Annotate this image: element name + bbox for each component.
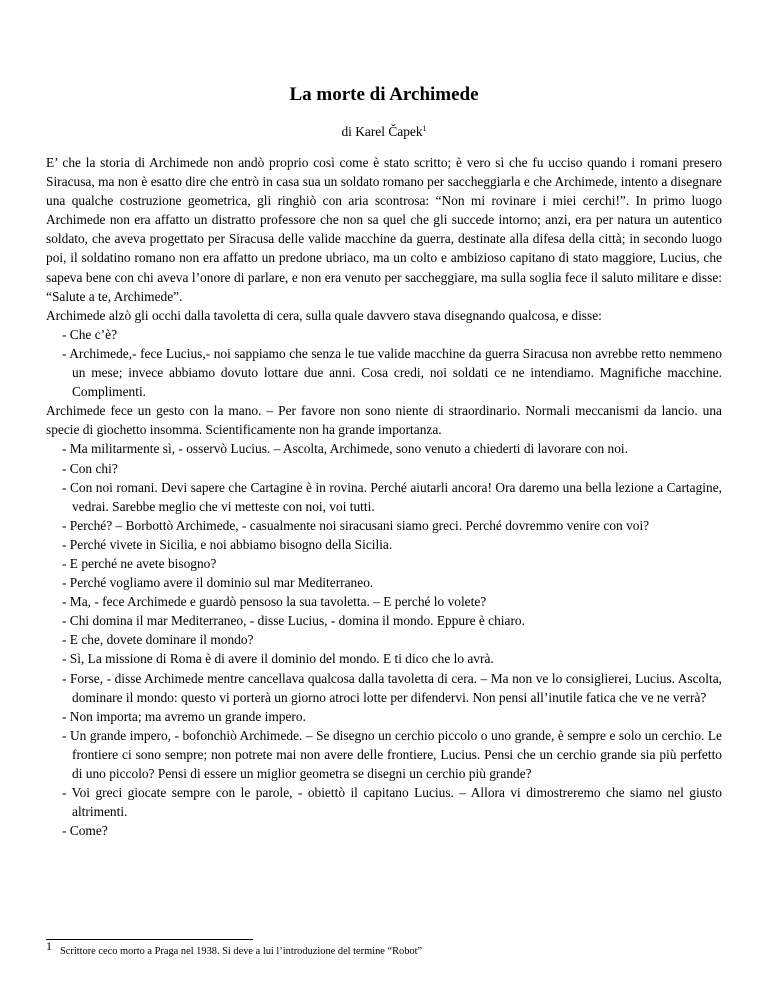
dialogue-line: - Con chi?: [62, 460, 118, 476]
dialogue-line: - Ma militarmente sì, - osservò Lucius. – Ascolta, Archimede, sono venuto a chiederti di lavorare con noi.: [62, 441, 628, 457]
dialogue-line: - Che c’è?: [62, 326, 118, 342]
paragraph: E’ che la storia di Archimede non andò proprio così come è stato scritto; è vero sì che fu ucciso quando i romani presero Siracusa, ma non è esatto dire che entrò in casa sua un soldato romano per saccheggiarla e che Archimede, intento a disegnare una qualche costruzione geometrica, gli ringhiò con aria scontrosa: “Non mi rovinare i miei cerchi!”. In primo luogo Archimede non era affatto un distratto professore che non sa quel che gli succede intorno; anzi, era per natura un autentico soldato, che aveva progettato per Siracusa delle valide macchine da guerra, destinate alla difesa della città; in secondo luogo poi, il soldatino romano non era affatto un predone ubriaco, ma un colto e ambizioso capitano di stato maggiore, Lucius, che sapeva bene con chi aveva l’onore di parlare, e non era venuto per saccheggiare, ma sulla soglia fece il saluto militare e disse: “Salute a te, Archimede”.: [46, 155, 722, 304]
dialogue-line: - Forse, - disse Archimede mentre cancellava qualcosa dalla tavoletta di cera. – Ma non ve lo consiglierei, Lucius. Ascolta, dominare il mondo: questo vi porterà un giorno atroci lotte per difendervi. Non pensi all’inutile fatica che ve ne verrà?: [62, 670, 722, 705]
author-name: di Karel Čapek: [341, 124, 423, 139]
dialogue-line: - Chi domina il mar Mediterraneo, - disse Lucius, - domina il mondo. Eppure è chiaro.: [62, 613, 525, 629]
dialogue-line: - Voi greci giocate sempre con le parole, - obiettò il capitano Lucius. – Allora vi dimostreremo che siamo nel giusto altrimenti.: [62, 785, 722, 820]
dialogue-line: - Perché? – Borbottò Archimede, - casualmente noi siracusani siamo greci. Perché dovremmo venire con voi?: [62, 517, 650, 533]
paragraph: Archimede alzò gli occhi dalla tavoletta di cera, sulla quale davvero stava disegnando qualcosa, e disse:: [46, 307, 602, 323]
footnote-reference[interactable]: 1: [422, 124, 427, 133]
dialogue-line: - Perché vogliamo avere il dominio sul mar Mediterraneo.: [62, 575, 374, 591]
dialogue-line: - Non importa; ma avremo un grande impero.: [62, 708, 306, 724]
footnote-mark: 1: [46, 939, 52, 953]
dialogue-list: [46, 325, 722, 401]
dialogue-line: - Come?: [62, 823, 108, 839]
dialogue-line: - E perché ne avete bisogno?: [62, 555, 217, 571]
dialogue-line: - Con noi romani. Devi sapere che Cartagine è in rovina. Perché aiutarli ancora! Ora daremo una bella lezione a Cartagine, vedrai. Sarebbe meglio che vi metteste con noi, voi tutti.: [62, 479, 722, 514]
dialogue-line: - Sì, La missione di Roma è di avere il dominio del mondo. E ti dico che lo avrà.: [62, 651, 494, 667]
story-body: [46, 153, 722, 840]
dialogue-line: - Ma, - fece Archimede e guardò pensoso la sua tavoletta. – E perché lo volete?: [62, 594, 487, 610]
footnote: [46, 939, 722, 959]
dialogue-line: - Archimede,- fece Lucius,- noi sappiamo che senza le tue valide macchine da guerra Siracusa non avrebbe retto nemmeno un mese; invece abbiamo dovuto lottare due anni. Cosa credi, noi soldati ce ne intendiamo. Magnifiche macchine. Complimenti.: [62, 345, 722, 400]
dialogue-list: [46, 439, 722, 840]
dialogue-line: - Un grande impero, - bofonchiò Archimede. – Se disegno un cerchio piccolo o uno grande, è sempre e solo un cerchio. Le frontiere ci sono sempre; non potrete mai non avere delle frontiere, Lucius. Pensi che un cerchio grande sia più perfetto di uno piccolo? Pensi di essere un miglior geometra se disegni un cerchio più grande?: [62, 727, 722, 781]
document-title: La morte di Archimede: [289, 84, 479, 105]
footnote-text: Scrittore ceco morto a Praga nel 1938. Si deve a lui l’introduzione del termine “Robot”: [60, 946, 423, 957]
dialogue-line: - Perché vivete in Sicilia, e noi abbiamo bisogno della Sicilia.: [62, 536, 393, 552]
footnote-separator: [46, 939, 253, 940]
author-line: [46, 123, 722, 140]
paragraph: Archimede fece un gesto con la mano. – Per favore non sono niente di straordinario. Normali meccanismi da lancio. una specie di giochetto insomma. Scientificamente non ha grande importanza.: [46, 403, 722, 438]
dialogue-line: - E che, dovete dominare il mondo?: [62, 632, 254, 648]
